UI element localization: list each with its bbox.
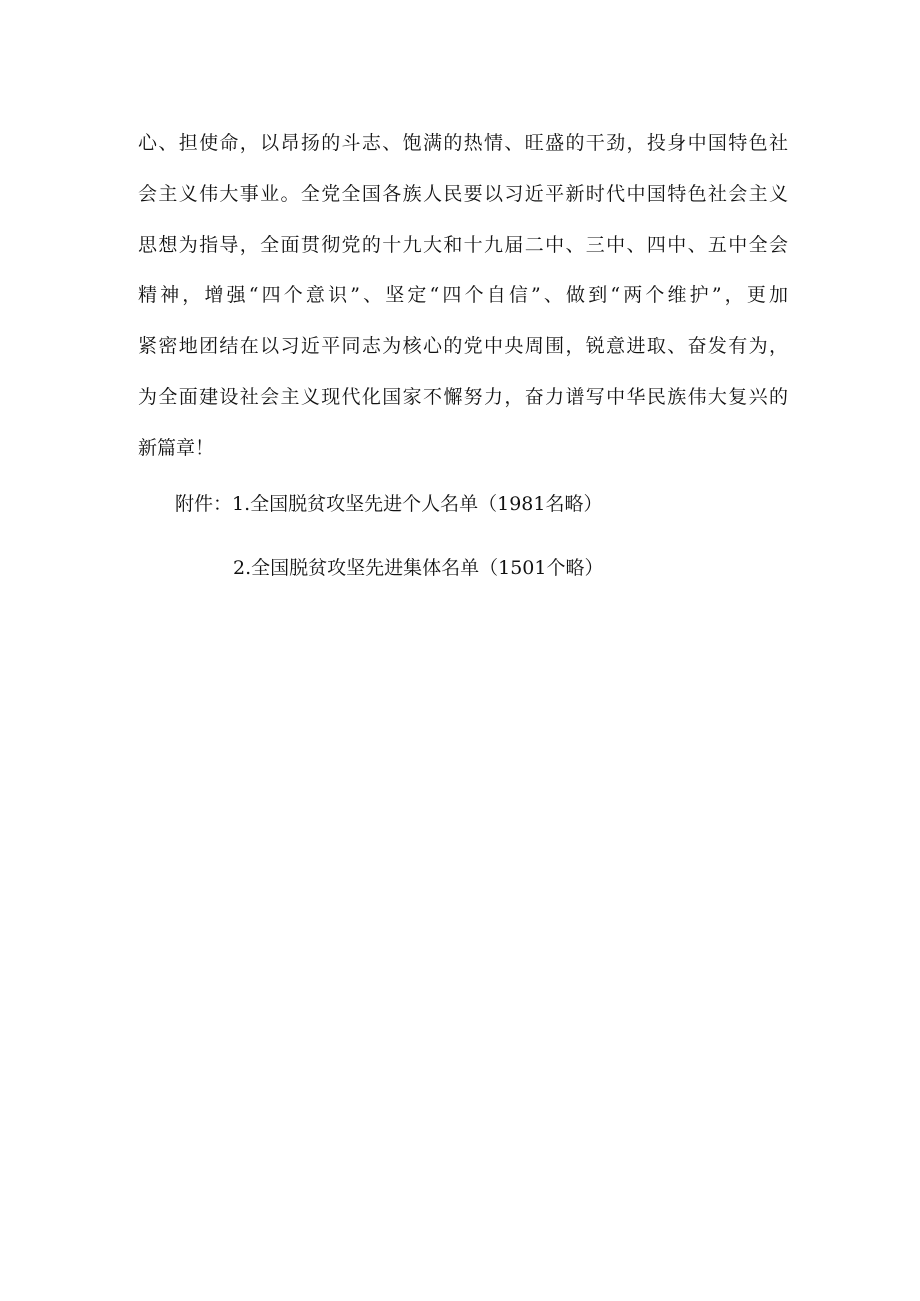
paragraph-line: 会主义伟大事业。全党全国各族人民要以习近平新时代中国特色社会主义: [138, 182, 788, 205]
paragraph-line: 紧密地团结在以习近平同志为核心的党中央周围，锐意进取、奋发有为，: [138, 335, 788, 358]
paragraph-line: 思想为指导，全面贯彻党的十九大和十九届二中、三中、四中、五中全会: [138, 233, 788, 256]
paragraph-line: 精神，增强“四个意识”、坚定“四个自信”、做到“两个维护”，更加: [138, 284, 788, 307]
paragraph-line-last: 新篇章！: [138, 436, 215, 459]
attachment-item-1: 附件：1.全国脱贫攻坚先进个人名单（1981名略）: [175, 493, 603, 515]
body-paragraph: [138, 130, 788, 486]
attachment-item-2: 2.全国脱贫攻坚先进集体名单（1501个略）: [233, 557, 604, 579]
paragraph-line: 心、担使命，以昂扬的斗志、饱满的热情、旺盛的干劲，投身中国特色社: [138, 132, 788, 154]
paragraph-line: 为全面建设社会主义现代化国家不懈努力，奋力谱写中华民族伟大复兴的: [138, 385, 788, 408]
